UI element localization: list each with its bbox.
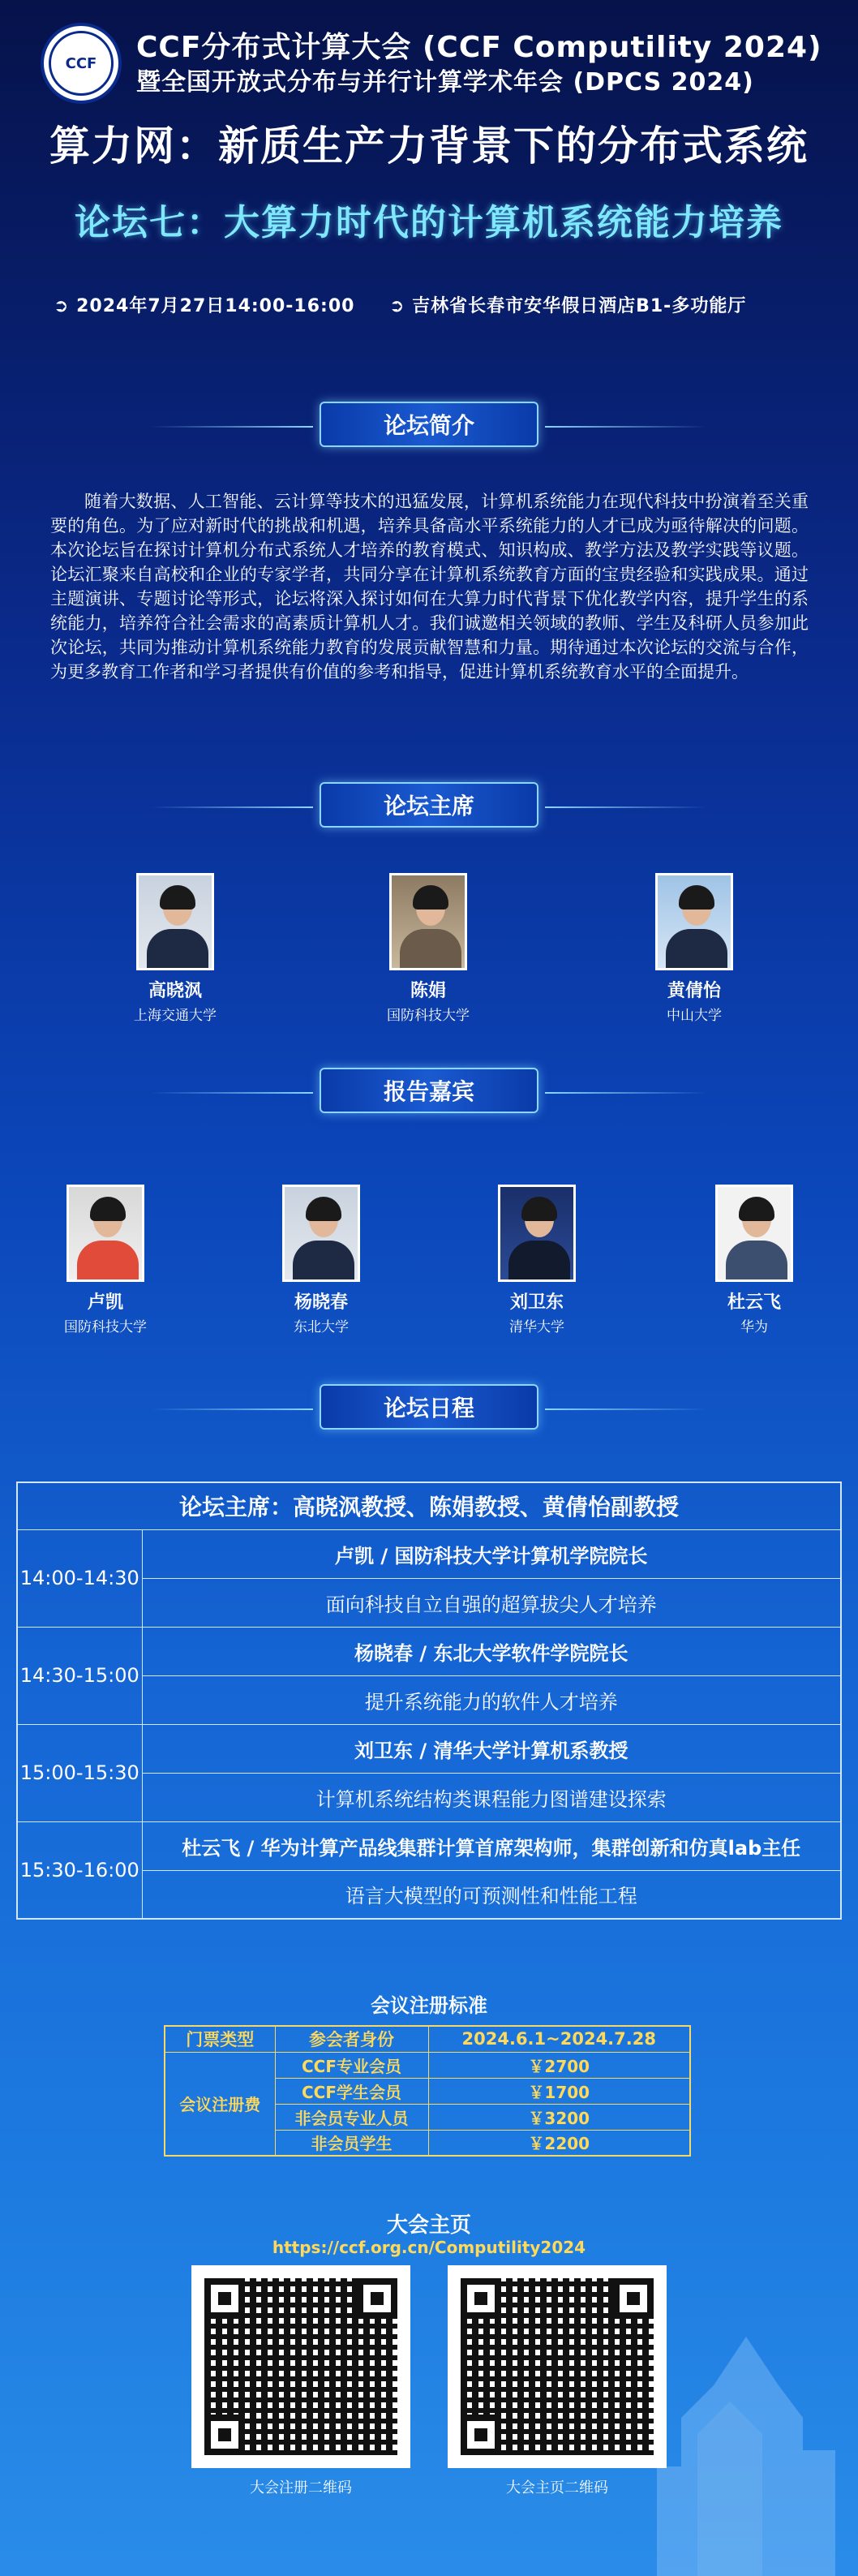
chair-affiliation: 上海交通大学 (134, 1008, 217, 1024)
speaker-name: 杜云飞 (727, 1292, 781, 1313)
session-talk: 提升系统能力的软件人才培养 (142, 1675, 841, 1724)
table-row (17, 1724, 841, 1773)
speaker-card (689, 1185, 819, 1335)
session-talk: 计算机系统结构类课程能力图谱建设探索 (142, 1773, 841, 1821)
speakers-section-header (0, 1066, 858, 1115)
registration-title: 会议注册标准 (371, 1994, 487, 2017)
chair-name: 陈娟 (410, 981, 446, 1001)
chair-affiliation: 中山大学 (667, 1008, 722, 1024)
fee-header-type: 门票类型 (165, 2026, 275, 2052)
schedule-table (16, 1482, 842, 1920)
conference-name: CCF分布式计算大会 (CCF Computility 2024) (136, 31, 822, 64)
chair-photo (389, 873, 467, 970)
registration-qr-caption: 大会注册二维码 (250, 2479, 352, 2496)
speaker-affiliation: 国防科技大学 (64, 1319, 147, 1335)
schedule-heading: 论坛日程 (383, 1395, 474, 1421)
fee-identity: CCF专业会员 (275, 2052, 428, 2078)
session-time: 15:30-16:00 (17, 1821, 142, 1919)
speaker-photo (282, 1185, 360, 1282)
chair-name: 黄倩怡 (667, 981, 721, 1001)
event-location (389, 292, 746, 317)
speaker-card (472, 1185, 602, 1335)
speaker-photo (66, 1185, 144, 1282)
speaker-affiliation: 华为 (740, 1319, 768, 1335)
arrow-circle-icon: ➲ (54, 296, 70, 316)
fee-identity: 非会员学生 (275, 2130, 428, 2156)
chairs-section-header (0, 781, 858, 829)
session-talk: 语言大模型的可预测性和性能工程 (142, 1870, 841, 1919)
registration-header-row (165, 2026, 690, 2052)
session-time: 14:30-15:00 (17, 1627, 142, 1724)
speaker-card (256, 1185, 386, 1335)
ccf-logo-text: CCF (49, 31, 114, 96)
event-time (54, 292, 354, 317)
speaker-affiliation: 东北大学 (294, 1319, 349, 1335)
speaker-photo (715, 1185, 793, 1282)
session-time: 15:00-15:30 (17, 1724, 142, 1821)
conference-subname: 暨全国开放式分布与并行计算学术年会 (DPCS 2024) (136, 68, 754, 97)
speakers-heading: 报告嘉宾 (383, 1078, 474, 1105)
chair-card (629, 873, 759, 1024)
chair-affiliation: 国防科技大学 (387, 1008, 470, 1024)
chairs-heading: 论坛主席 (383, 793, 474, 819)
intro-section-header (0, 400, 858, 449)
table-row (17, 1529, 841, 1578)
chair-photo (655, 873, 733, 970)
table-row (17, 1821, 841, 1870)
schedule-chair-row (17, 1482, 841, 1529)
chair-photo (136, 873, 214, 970)
city-skyline-image (649, 2288, 858, 2576)
speaker-name: 杨晓春 (294, 1292, 348, 1313)
arrow-circle-icon: ➲ (389, 296, 405, 316)
fee-price: ￥3200 (428, 2104, 690, 2130)
table-row (165, 2052, 690, 2078)
homepage-qr-caption: 大会主页二维码 (506, 2479, 608, 2496)
session-speaker: 刘卫东 / 清华大学计算机系教授 (142, 1724, 841, 1773)
schedule-section-header (0, 1383, 858, 1431)
fee-price: ￥2700 (428, 2052, 690, 2078)
main-title: 算力网：新质生产力背景下的分布式系统 (49, 123, 809, 170)
event-location-text: 吉林省长春市安华假日酒店B1-多功能厅 (412, 296, 747, 316)
chair-card (110, 873, 240, 1024)
fee-price: ￥2200 (428, 2130, 690, 2156)
fee-identity: CCF学生会员 (275, 2078, 428, 2104)
session-speaker: 杜云飞 / 华为计算产品线集群计算首席架构师，集群创新和仿真lab主任 (142, 1821, 841, 1870)
registration-table (164, 2025, 691, 2157)
intro-heading: 论坛简介 (383, 412, 474, 439)
homepage-url[interactable]: https://ccf.org.cn/Computility2024 (272, 2238, 586, 2257)
chair-name: 高晓沨 (148, 981, 202, 1001)
speaker-name: 卢凯 (87, 1292, 123, 1313)
fee-identity: 非会员专业人员 (275, 2104, 428, 2130)
forum-title: 论坛七：大算力时代的计算机系统能力培养 (75, 202, 783, 243)
qr-code-icon (191, 2265, 410, 2468)
intro-text: 随着大数据、人工智能、云计算等技术的迅猛发展，计算机系统能力在现代科技中扮演着至关重要的角色。为了应对新时代的挑战和机遇，培养具备高水平系统能力的人才已成为亟待解决的问题。本次论坛旨在探讨计算机分布式系统人才培养的教育模式、知识构成、教学方法及教学实践等议题。论坛汇聚来自高校和企业的专家学者，共同分享在计算机系统教育方面的宝贵经验和实践成果。通过主题演讲、专题讨论等形式，论坛将深入探讨如何在大算力时代背景下优化教学内容，提升学生的系统能力，培养符合社会需求的高素质计算机人才。我们诚邀相关领域的教师、学生及科研人员参加此次论坛，共同为推动计算机系统能力教育的发展贡献智慧和力量。期待通过本次论坛的交流与合作，为更多教育工作者和学习者提供有价值的参考和指导，促进计算机系统教育水平的全面提升。 (50, 492, 809, 682)
schedule-chair-text: 论坛主席：高晓沨教授、陈娟教授、黄倩怡副教授 (17, 1482, 841, 1529)
fee-price: ￥1700 (428, 2078, 690, 2104)
session-time: 14:00-14:30 (17, 1529, 142, 1627)
fee-header-period: 2024.6.1~2024.7.28 (428, 2026, 690, 2052)
table-row (17, 1627, 841, 1675)
homepage-qr[interactable] (448, 2265, 667, 2497)
speaker-name: 刘卫东 (509, 1292, 564, 1313)
event-time-text: 2024年7月27日14:00-16:00 (76, 296, 355, 316)
registration-qr[interactable] (191, 2265, 410, 2497)
homepage-title: 大会主页 (386, 2213, 471, 2238)
session-speaker: 卢凯 / 国防科技大学计算机学院院长 (142, 1529, 841, 1578)
session-speaker: 杨晓春 / 东北大学软件学院院长 (142, 1627, 841, 1675)
speaker-affiliation: 清华大学 (509, 1319, 564, 1335)
chair-card (363, 873, 493, 1024)
ccf-logo (41, 23, 122, 104)
speaker-photo (498, 1185, 576, 1282)
fee-header-identity: 参会者身份 (275, 2026, 428, 2052)
session-talk: 面向科技自立自强的超算拔尖人才培养 (142, 1578, 841, 1627)
speaker-card (41, 1185, 170, 1335)
qr-code-icon (448, 2265, 667, 2468)
fee-type-label: 会议注册费 (165, 2052, 275, 2156)
